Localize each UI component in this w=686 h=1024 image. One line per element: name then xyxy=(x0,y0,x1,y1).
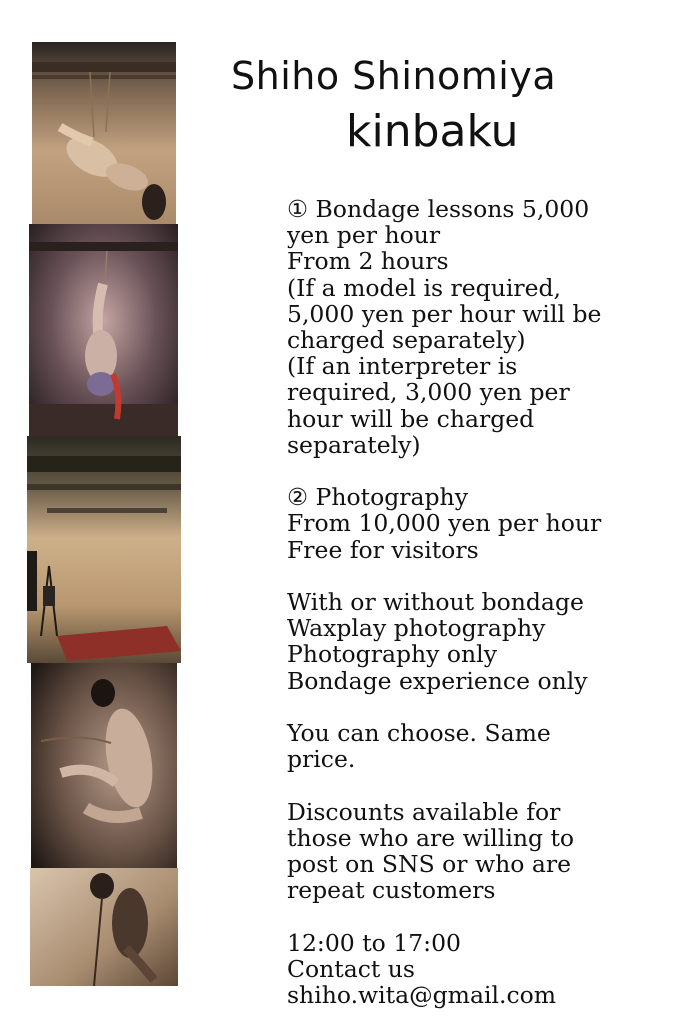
option-item: Bondage experience only xyxy=(287,666,588,695)
lessons-heading: ① Bondage lessons 5,000 xyxy=(287,195,590,223)
photo-suspension-1 xyxy=(32,42,176,224)
photo-suspension-2 xyxy=(29,224,178,438)
option-item: With or without bondage xyxy=(287,588,584,617)
spacer xyxy=(287,563,667,589)
lessons-line: separately) xyxy=(287,430,421,459)
photography-heading: ② Photography xyxy=(287,483,468,512)
page-title: Shiho Shinomiya xyxy=(231,54,557,98)
lessons-line: yen per hour xyxy=(287,221,441,250)
option-item: Waxplay photography xyxy=(287,614,546,643)
lessons-line: 5,000 yen per hour will be xyxy=(287,299,602,328)
photo-suspension-4 xyxy=(30,868,178,986)
photography-section xyxy=(287,484,667,563)
discount-line: repeat customers xyxy=(287,876,496,905)
lessons-line: (If a model is required, xyxy=(287,273,562,302)
photography-line: Free for visitors xyxy=(287,535,479,564)
contact-section xyxy=(287,930,667,1009)
spacer xyxy=(287,694,667,720)
photo-studio xyxy=(27,436,181,663)
lessons-line: required, 3,000 yen per xyxy=(287,378,570,407)
choice-line: price. xyxy=(287,745,356,774)
contact-email: shiho.wita@gmail.com xyxy=(287,981,557,1010)
lessons-line: (If an interpreter is xyxy=(287,352,518,381)
spacer xyxy=(287,458,667,484)
discounts-section xyxy=(287,799,667,904)
discount-line: Discounts available for xyxy=(287,797,561,826)
photography-line: From 10,000 yen per hour xyxy=(287,509,602,538)
page-subtitle: kinbaku xyxy=(346,106,519,157)
price-list xyxy=(287,196,667,1008)
spacer xyxy=(287,772,667,798)
lessons-line: hour will be charged xyxy=(287,404,535,433)
business-hours: 12:00 to 17:00 xyxy=(287,928,461,957)
photo-strip xyxy=(27,42,181,986)
option-item: Photography only xyxy=(287,640,497,669)
lessons-section xyxy=(287,196,667,458)
options-section xyxy=(287,589,667,694)
choice-line: You can choose. Same xyxy=(287,719,551,748)
choice-section xyxy=(287,720,667,772)
contact-label: Contact us xyxy=(287,954,415,983)
spacer xyxy=(287,903,667,929)
photo-suspension-3 xyxy=(31,663,177,868)
discount-line: post on SNS or who are xyxy=(287,850,572,879)
discount-line: those who are willing to xyxy=(287,823,575,852)
lessons-line: charged separately) xyxy=(287,326,526,355)
lessons-line: From 2 hours xyxy=(287,247,449,276)
